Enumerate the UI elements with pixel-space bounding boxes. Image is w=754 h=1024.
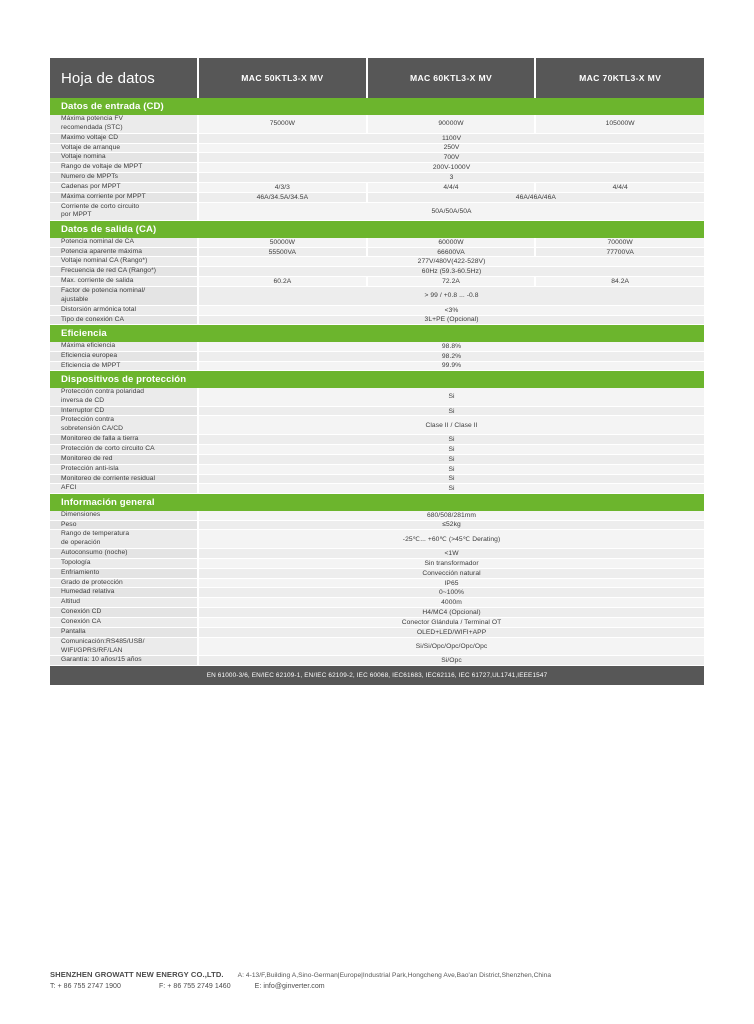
spec-label: Conexión CD bbox=[50, 608, 198, 618]
section-header bbox=[50, 371, 704, 388]
spec-row bbox=[50, 315, 704, 325]
company-fax bbox=[159, 983, 231, 990]
email-label: E: bbox=[254, 983, 262, 990]
spec-row bbox=[50, 617, 704, 627]
spec-label: Voltaje nominal CA (Rango*) bbox=[50, 257, 198, 267]
spec-row bbox=[50, 435, 704, 445]
spec-value: Si/Si/Opc/Opc/Opc/Opc bbox=[198, 637, 704, 656]
fax-value: + 86 755 2749 1460 bbox=[167, 983, 231, 990]
spec-row bbox=[50, 277, 704, 287]
spec-value: 4/4/4 bbox=[367, 182, 536, 192]
spec-row bbox=[50, 558, 704, 568]
spec-row bbox=[50, 351, 704, 361]
section-header bbox=[50, 98, 704, 115]
spec-value: 3 bbox=[198, 173, 704, 183]
spec-value: 1100V bbox=[198, 133, 704, 143]
tel-label: T: bbox=[50, 983, 56, 990]
spec-value: 4000m bbox=[198, 598, 704, 608]
footer-line-company bbox=[50, 970, 704, 979]
certifications-text: EN 61000-3/6, EN/IEC 62109-1, EN/IEC 62109-2, IEC 60068, IEC61683, IEC62116, IEC 61727,UL1741,IEEE1547 bbox=[50, 666, 704, 685]
spec-row bbox=[50, 588, 704, 598]
spec-label: Conexión CA bbox=[50, 617, 198, 627]
spec-value: Sin transformador bbox=[198, 558, 704, 568]
spec-row bbox=[50, 388, 704, 406]
footer-line-contact bbox=[50, 983, 704, 990]
column-header-model-1: MAC 50KTL3-X MV bbox=[198, 58, 367, 98]
spec-row bbox=[50, 416, 704, 435]
spec-value: OLED+LED/WIFI+APP bbox=[198, 627, 704, 637]
page-footer bbox=[50, 970, 704, 990]
spec-label: Garantía: 10 años/15 años bbox=[50, 656, 198, 666]
spec-value: 77700VA bbox=[535, 247, 704, 257]
spec-label: Monitoreo de corriente residual bbox=[50, 474, 198, 484]
spec-label: Máxima eficiencia bbox=[50, 342, 198, 351]
spec-value: 277V/480V(422-528V) bbox=[198, 257, 704, 267]
spec-value: <3% bbox=[198, 305, 704, 315]
spec-value: Si bbox=[198, 388, 704, 406]
section-title: Datos de salida (CA) bbox=[50, 221, 704, 238]
spec-value: Si bbox=[198, 464, 704, 474]
spec-label: Dimensiones bbox=[50, 511, 198, 520]
spec-row bbox=[50, 305, 704, 315]
section-header bbox=[50, 221, 704, 238]
spec-label: Corriente de corto circuito por MPPT bbox=[50, 202, 198, 221]
spec-value: 72.2A bbox=[367, 277, 536, 287]
spec-value: IP65 bbox=[198, 578, 704, 588]
spec-value: 60.2A bbox=[198, 277, 367, 287]
spec-label: Comunicación:RS485/USB/ WIFI/GPRS/RF/LAN bbox=[50, 637, 198, 656]
spec-row bbox=[50, 627, 704, 637]
spec-label: Potencia nominal de CA bbox=[50, 238, 198, 247]
company-address bbox=[238, 972, 551, 979]
spec-row bbox=[50, 578, 704, 588]
spec-value: Si bbox=[198, 444, 704, 454]
spec-label: AFCI bbox=[50, 484, 198, 494]
spec-row bbox=[50, 257, 704, 267]
table-header-row bbox=[50, 58, 704, 98]
spec-label: Altitud bbox=[50, 598, 198, 608]
column-header-model-2: MAC 60KTL3-X MV bbox=[367, 58, 536, 98]
spec-value: Conector Glándula / Terminal OT bbox=[198, 617, 704, 627]
spec-label: Autoconsumo (noche) bbox=[50, 549, 198, 559]
spec-row bbox=[50, 192, 704, 202]
spec-label: Enfriamiento bbox=[50, 568, 198, 578]
spec-row bbox=[50, 520, 704, 530]
spec-label: Interruptor CD bbox=[50, 406, 198, 416]
company-name: SHENZHEN GROWATT NEW ENERGY CO.,LTD. bbox=[50, 970, 224, 979]
spec-row bbox=[50, 530, 704, 549]
spec-row bbox=[50, 173, 704, 183]
spec-value: Si bbox=[198, 454, 704, 464]
spec-row bbox=[50, 511, 704, 520]
section-title: Dispositivos de protección bbox=[50, 371, 704, 388]
spec-row bbox=[50, 202, 704, 221]
spec-label: Protección anti-isla bbox=[50, 464, 198, 474]
spec-label: Tipo de conexión CA bbox=[50, 315, 198, 325]
email-value: info@ginverter.com bbox=[263, 983, 325, 990]
fax-label: F: bbox=[158, 983, 166, 990]
spec-value: 60000W bbox=[367, 238, 536, 247]
column-header-model-3: MAC 70KTL3-X MV bbox=[535, 58, 704, 98]
address-label: A: bbox=[237, 972, 244, 979]
spec-row bbox=[50, 287, 704, 306]
spec-value: Si bbox=[198, 406, 704, 416]
spec-value: Si bbox=[198, 435, 704, 445]
spec-value: 3L+PE (Opcional) bbox=[198, 315, 704, 325]
spec-value: > 99 / +0.8 ... -0.8 bbox=[198, 287, 704, 306]
spec-value: 98.8% bbox=[198, 342, 704, 351]
spec-row bbox=[50, 568, 704, 578]
spec-row bbox=[50, 656, 704, 666]
spec-value: 50A/50A/50A bbox=[198, 202, 704, 221]
company-telephone bbox=[50, 983, 121, 990]
spec-row bbox=[50, 598, 704, 608]
spec-value: 66600VA bbox=[367, 247, 536, 257]
spec-value: 0~100% bbox=[198, 588, 704, 598]
spec-value: 250V bbox=[198, 143, 704, 153]
section-header bbox=[50, 494, 704, 511]
spec-row bbox=[50, 267, 704, 277]
spec-label: Protección de corto circuito CA bbox=[50, 444, 198, 454]
spec-value: Si/Opc bbox=[198, 656, 704, 666]
spec-value: 98.2% bbox=[198, 351, 704, 361]
tel-value: + 86 755 2747 1900 bbox=[57, 983, 121, 990]
spec-label: Pantalla bbox=[50, 627, 198, 637]
certifications-row bbox=[50, 666, 704, 685]
spec-value: 200V-1000V bbox=[198, 163, 704, 173]
spec-value: 46A/34.5A/34.5A bbox=[198, 192, 367, 202]
spec-label: Eficiencia de MPPT bbox=[50, 361, 198, 371]
spec-label: Monitoreo de red bbox=[50, 454, 198, 464]
spec-row bbox=[50, 238, 704, 247]
spec-row bbox=[50, 182, 704, 192]
spec-row bbox=[50, 444, 704, 454]
spec-row bbox=[50, 454, 704, 464]
spec-label: Eficiencia europea bbox=[50, 351, 198, 361]
spec-row bbox=[50, 464, 704, 474]
spec-row bbox=[50, 637, 704, 656]
spec-label: Peso bbox=[50, 520, 198, 530]
spec-value: 84.2A bbox=[535, 277, 704, 287]
spec-label: Máxima potencia FV recomendada (STC) bbox=[50, 115, 198, 133]
spec-label: Rango de voltaje de MPPT bbox=[50, 163, 198, 173]
spec-row bbox=[50, 474, 704, 484]
spec-value: 700V bbox=[198, 153, 704, 163]
section-header bbox=[50, 325, 704, 342]
spec-value: 55500VA bbox=[198, 247, 367, 257]
spec-value: 105000W bbox=[535, 115, 704, 133]
spec-label: Grado de protección bbox=[50, 578, 198, 588]
spec-value: 50000W bbox=[198, 238, 367, 247]
spec-value: 4/4/4 bbox=[535, 182, 704, 192]
spec-label: Factor de potencia nominal/ ajustable bbox=[50, 287, 198, 306]
spec-value: Convección natural bbox=[198, 568, 704, 578]
spec-value: <1W bbox=[198, 549, 704, 559]
spec-value: 4/3/3 bbox=[198, 182, 367, 192]
spec-row bbox=[50, 133, 704, 143]
spec-label: Frecuencia de red CA (Rango*) bbox=[50, 267, 198, 277]
page-title: Hoja de datos bbox=[50, 58, 198, 98]
spec-label: Numero de MPPTs bbox=[50, 173, 198, 183]
spec-label: Potencia aparente máxima bbox=[50, 247, 198, 257]
spec-row bbox=[50, 115, 704, 133]
spec-value: 70000W bbox=[535, 238, 704, 247]
address-value: 4-13/F,Building A,Sino-German|Europe|Industrial Park,Hongcheng Ave,Bao'an District,Shenzhen,China bbox=[245, 972, 552, 979]
specification-table bbox=[50, 58, 704, 685]
spec-row bbox=[50, 342, 704, 351]
spec-label: Rango de temperatura de operación bbox=[50, 530, 198, 549]
spec-value: 46A/46A/46A bbox=[367, 192, 704, 202]
spec-label: Protección contra sobretensión CA/CD bbox=[50, 416, 198, 435]
spec-label: Maximo voltaje CD bbox=[50, 133, 198, 143]
spec-value: Si bbox=[198, 484, 704, 494]
spec-label: Monitoreo de falla a tierra bbox=[50, 435, 198, 445]
company-email[interactable] bbox=[255, 983, 325, 990]
spec-row bbox=[50, 163, 704, 173]
spec-value: H4/MC4 (Opcional) bbox=[198, 608, 704, 618]
spec-label: Max. corriente de salida bbox=[50, 277, 198, 287]
spec-label: Voltaje nomina bbox=[50, 153, 198, 163]
spec-row bbox=[50, 361, 704, 371]
spec-value: ≤52kg bbox=[198, 520, 704, 530]
section-title: Información general bbox=[50, 494, 704, 511]
spec-value: 90000W bbox=[367, 115, 536, 133]
spec-label: Cadenas por MPPT bbox=[50, 182, 198, 192]
spec-value: 99.9% bbox=[198, 361, 704, 371]
spec-label: Distorsión armónica total bbox=[50, 305, 198, 315]
spec-label: Humedad relativa bbox=[50, 588, 198, 598]
spec-row bbox=[50, 549, 704, 559]
spec-row bbox=[50, 608, 704, 618]
section-title: Eficiencia bbox=[50, 325, 704, 342]
spec-label: Protección contra polaridad inversa de CD bbox=[50, 388, 198, 406]
spec-value: 60Hz (59.3-60.5Hz) bbox=[198, 267, 704, 277]
spec-label: Voltaje de arranque bbox=[50, 143, 198, 153]
spec-row bbox=[50, 247, 704, 257]
spec-row bbox=[50, 153, 704, 163]
section-title: Datos de entrada (CD) bbox=[50, 98, 704, 115]
spec-row bbox=[50, 484, 704, 494]
spec-row bbox=[50, 143, 704, 153]
spec-value: Clase II / Clase II bbox=[198, 416, 704, 435]
spec-row bbox=[50, 406, 704, 416]
spec-label: Topología bbox=[50, 558, 198, 568]
spec-value: -25℃... +60℃ (>45℃ Derating) bbox=[198, 530, 704, 549]
spec-value: Si bbox=[198, 474, 704, 484]
spec-value: 680/508/281mm bbox=[198, 511, 704, 520]
spec-value: 75000W bbox=[198, 115, 367, 133]
spec-label: Máxima corriente por MPPT bbox=[50, 192, 198, 202]
